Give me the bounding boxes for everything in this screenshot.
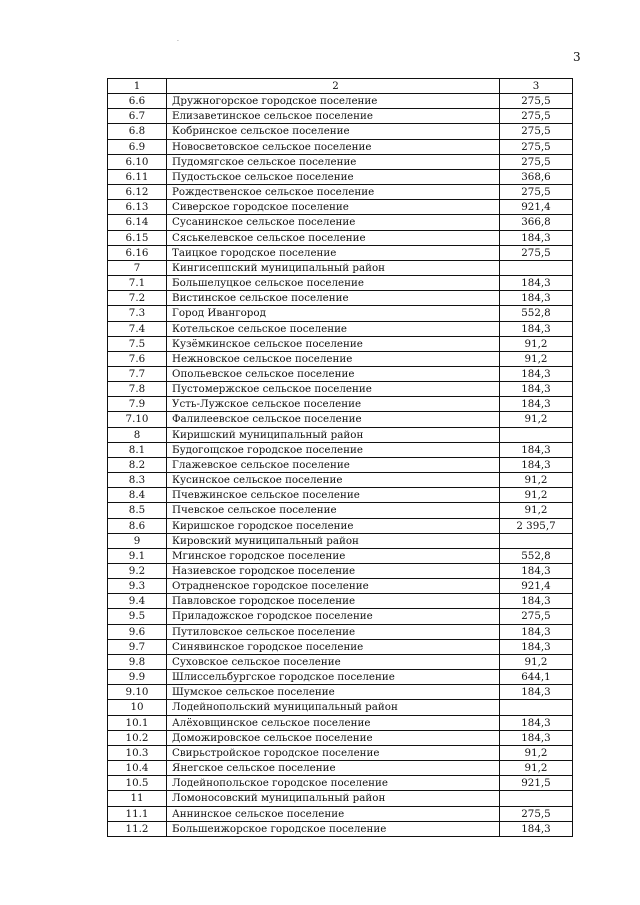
- row-number-cell: 10.3: [108, 745, 167, 760]
- row-number-cell: 6.12: [108, 185, 167, 200]
- table-row: [108, 473, 573, 488]
- table-row: [108, 806, 573, 821]
- settlement-name-cell: Пустомержское сельское поселение: [167, 382, 500, 397]
- amount-cell: 91,2: [500, 761, 573, 776]
- amount-cell: 275,5: [500, 806, 573, 821]
- row-number-cell: 6.14: [108, 215, 167, 230]
- settlement-name-cell: Пчевское сельское поселение: [167, 503, 500, 518]
- settlement-name-cell: Киришский муниципальный район: [167, 427, 500, 442]
- amount-cell: 552,8: [500, 306, 573, 321]
- amount-cell: 184,3: [500, 397, 573, 412]
- row-number-cell: 10: [108, 700, 167, 715]
- table-row: [108, 291, 573, 306]
- table-row: [108, 154, 573, 169]
- amount-cell: 184,3: [500, 821, 573, 836]
- table-body: [108, 79, 573, 837]
- table-row: [108, 351, 573, 366]
- row-number-cell: 7.3: [108, 306, 167, 321]
- table-row: [108, 427, 573, 442]
- header-col-1: 1: [108, 79, 167, 94]
- settlement-name-cell: Усть-Лужское сельское поселение: [167, 397, 500, 412]
- settlement-name-cell: Доможировское сельское поселение: [167, 730, 500, 745]
- table-row: [108, 200, 573, 215]
- table-row: [108, 94, 573, 109]
- row-number-cell: 8.2: [108, 457, 167, 472]
- settlement-name-cell: Шлиссельбургское городское поселение: [167, 670, 500, 685]
- amount-cell: 275,5: [500, 124, 573, 139]
- table-row: [108, 245, 573, 260]
- row-number-cell: 6.8: [108, 124, 167, 139]
- table-row: [108, 321, 573, 336]
- table-row: [108, 639, 573, 654]
- row-number-cell: 8.6: [108, 518, 167, 533]
- row-number-cell: 10.4: [108, 761, 167, 776]
- row-number-cell: 9.6: [108, 624, 167, 639]
- settlement-name-cell: Пудостьское сельское поселение: [167, 169, 500, 184]
- table-row: [108, 366, 573, 381]
- row-number-cell: 8.4: [108, 488, 167, 503]
- row-number-cell: 10.1: [108, 715, 167, 730]
- table-row: [108, 685, 573, 700]
- table-row: [108, 821, 573, 836]
- row-number-cell: 7.5: [108, 336, 167, 351]
- amount-cell: 275,5: [500, 185, 573, 200]
- amount-cell: [500, 533, 573, 548]
- table-row: [108, 276, 573, 291]
- row-number-cell: 7: [108, 260, 167, 275]
- table-row: [108, 109, 573, 124]
- row-number-cell: 9.7: [108, 639, 167, 654]
- header-col-3: 3: [500, 79, 573, 94]
- amount-cell: 91,2: [500, 351, 573, 366]
- amount-cell: 366,8: [500, 215, 573, 230]
- row-number-cell: 11: [108, 791, 167, 806]
- row-number-cell: 6.10: [108, 154, 167, 169]
- settlement-name-cell: Глажевское сельское поселение: [167, 457, 500, 472]
- table-row: [108, 776, 573, 791]
- amount-cell: 184,3: [500, 366, 573, 381]
- settlement-name-cell: Сяськелевское сельское поселение: [167, 230, 500, 245]
- settlement-name-cell: Пчевжинское сельское поселение: [167, 488, 500, 503]
- amount-cell: 184,3: [500, 276, 573, 291]
- settlement-name-cell: Большелуцкое сельское поселение: [167, 276, 500, 291]
- row-number-cell: 9.3: [108, 579, 167, 594]
- amount-cell: 275,5: [500, 94, 573, 109]
- amount-cell: 184,3: [500, 564, 573, 579]
- row-number-cell: 6.9: [108, 139, 167, 154]
- row-number-cell: 8.3: [108, 473, 167, 488]
- settlement-name-cell: Назиевское городское поселение: [167, 564, 500, 579]
- settlement-name-cell: Таицкое городское поселение: [167, 245, 500, 260]
- settlement-name-cell: Суховское сельское поселение: [167, 654, 500, 669]
- settlement-name-cell: Елизаветинское сельское поселение: [167, 109, 500, 124]
- row-number-cell: 8.1: [108, 442, 167, 457]
- row-number-cell: 9.2: [108, 564, 167, 579]
- settlement-name-cell: Аннинское сельское поселение: [167, 806, 500, 821]
- row-number-cell: 8.5: [108, 503, 167, 518]
- row-number-cell: 6.13: [108, 200, 167, 215]
- table-row: [108, 624, 573, 639]
- amount-cell: 184,3: [500, 442, 573, 457]
- amount-cell: 91,2: [500, 412, 573, 427]
- settlement-name-cell: Лодейнопольское городское поселение: [167, 776, 500, 791]
- row-number-cell: 9: [108, 533, 167, 548]
- amount-cell: 2 395,7: [500, 518, 573, 533]
- amount-cell: 275,5: [500, 245, 573, 260]
- settlement-name-cell: Янегское сельское поселение: [167, 761, 500, 776]
- settlement-name-cell: Котельское сельское поселение: [167, 321, 500, 336]
- settlement-name-cell: Кингисеппский муниципальный район: [167, 260, 500, 275]
- table-header-row: [108, 79, 573, 94]
- table-row: [108, 397, 573, 412]
- table-row: [108, 730, 573, 745]
- row-number-cell: 9.8: [108, 654, 167, 669]
- settlement-name-cell: Лодейнопольский муниципальный район: [167, 700, 500, 715]
- amount-cell: 552,8: [500, 548, 573, 563]
- settlement-name-cell: Кировский муниципальный район: [167, 533, 500, 548]
- table-row: [108, 260, 573, 275]
- row-number-cell: 7.8: [108, 382, 167, 397]
- row-number-cell: 7.6: [108, 351, 167, 366]
- table-row: [108, 169, 573, 184]
- table-row: [108, 306, 573, 321]
- settlement-name-cell: Синявинское городское поселение: [167, 639, 500, 654]
- table-row: [108, 518, 573, 533]
- row-number-cell: 7.4: [108, 321, 167, 336]
- table-row: [108, 715, 573, 730]
- amount-cell: 184,3: [500, 594, 573, 609]
- amount-cell: 184,3: [500, 715, 573, 730]
- row-number-cell: 7.1: [108, 276, 167, 291]
- settlement-name-cell: Дружногорское городское поселение: [167, 94, 500, 109]
- table-row: [108, 670, 573, 685]
- settlement-name-cell: Новосветовское сельское поселение: [167, 139, 500, 154]
- amount-cell: 184,3: [500, 685, 573, 700]
- table-row: [108, 412, 573, 427]
- amount-cell: 91,2: [500, 473, 573, 488]
- amount-cell: 184,3: [500, 624, 573, 639]
- row-number-cell: 7.10: [108, 412, 167, 427]
- table-row: [108, 503, 573, 518]
- settlement-name-cell: Кузёмкинское сельское поселение: [167, 336, 500, 351]
- amount-cell: 275,5: [500, 139, 573, 154]
- amount-cell: 184,3: [500, 457, 573, 472]
- settlement-name-cell: Большеижорское городское поселение: [167, 821, 500, 836]
- row-number-cell: 6.7: [108, 109, 167, 124]
- amount-cell: 184,3: [500, 321, 573, 336]
- amount-cell: 275,5: [500, 154, 573, 169]
- table-row: [108, 564, 573, 579]
- amount-cell: [500, 791, 573, 806]
- table-row: [108, 745, 573, 760]
- row-number-cell: 6.15: [108, 230, 167, 245]
- table-row: [108, 457, 573, 472]
- row-number-cell: 9.9: [108, 670, 167, 685]
- settlement-name-cell: Будогощское городское поселение: [167, 442, 500, 457]
- row-number-cell: 9.10: [108, 685, 167, 700]
- table-row: [108, 609, 573, 624]
- table-row: [108, 548, 573, 563]
- settlement-name-cell: Путиловское сельское поселение: [167, 624, 500, 639]
- settlement-name-cell: Опольевское сельское поселение: [167, 366, 500, 381]
- settlement-name-cell: Город Ивангород: [167, 306, 500, 321]
- amount-cell: [500, 427, 573, 442]
- amount-cell: 91,2: [500, 503, 573, 518]
- amount-cell: 921,4: [500, 200, 573, 215]
- settlement-name-cell: Мгинское городское поселение: [167, 548, 500, 563]
- row-number-cell: 6.6: [108, 94, 167, 109]
- amount-cell: 184,3: [500, 291, 573, 306]
- amount-cell: 275,5: [500, 109, 573, 124]
- settlement-name-cell: Кобринское сельское поселение: [167, 124, 500, 139]
- settlement-name-cell: Шумское сельское поселение: [167, 685, 500, 700]
- row-number-cell: 11.1: [108, 806, 167, 821]
- amount-cell: [500, 260, 573, 275]
- table-row: [108, 579, 573, 594]
- settlement-name-cell: Нежновское сельское поселение: [167, 351, 500, 366]
- amount-cell: 91,2: [500, 654, 573, 669]
- settlement-name-cell: Сусанинское сельское поселение: [167, 215, 500, 230]
- table-row: [108, 700, 573, 715]
- amount-cell: [500, 700, 573, 715]
- settlement-name-cell: Приладожское городское поселение: [167, 609, 500, 624]
- row-number-cell: 6.11: [108, 169, 167, 184]
- amount-cell: 91,2: [500, 745, 573, 760]
- settlement-name-cell: Павловское городское поселение: [167, 594, 500, 609]
- table-row: [108, 442, 573, 457]
- settlement-name-cell: Рождественское сельское поселение: [167, 185, 500, 200]
- settlement-name-cell: Отрадненское городское поселение: [167, 579, 500, 594]
- table-row: [108, 533, 573, 548]
- row-number-cell: 10.2: [108, 730, 167, 745]
- settlement-name-cell: Сиверское городское поселение: [167, 200, 500, 215]
- amount-cell: 368,6: [500, 169, 573, 184]
- table-row: [108, 215, 573, 230]
- page-number: 3: [573, 50, 581, 64]
- table-row: [108, 594, 573, 609]
- row-number-cell: 9.1: [108, 548, 167, 563]
- row-number-cell: 7.2: [108, 291, 167, 306]
- table-row: [108, 139, 573, 154]
- settlement-name-cell: Алёховщинское сельское поселение: [167, 715, 500, 730]
- settlement-name-cell: Ломоносовский муниципальный район: [167, 791, 500, 806]
- table-row: [108, 124, 573, 139]
- amount-cell: 921,4: [500, 579, 573, 594]
- row-number-cell: 9.4: [108, 594, 167, 609]
- row-number-cell: 6.16: [108, 245, 167, 260]
- table-row: [108, 654, 573, 669]
- scan-speck: ·: [177, 38, 179, 45]
- row-number-cell: 11.2: [108, 821, 167, 836]
- row-number-cell: 7.9: [108, 397, 167, 412]
- row-number-cell: 9.5: [108, 609, 167, 624]
- settlement-name-cell: Кусинское сельское поселение: [167, 473, 500, 488]
- settlement-name-cell: Пудомягское сельское поселение: [167, 154, 500, 169]
- amount-cell: 275,5: [500, 609, 573, 624]
- table-row: [108, 185, 573, 200]
- allocation-table: [107, 78, 573, 837]
- amount-cell: 921,5: [500, 776, 573, 791]
- amount-cell: 184,3: [500, 639, 573, 654]
- amount-cell: 91,2: [500, 488, 573, 503]
- table-row: [108, 488, 573, 503]
- table-row: [108, 230, 573, 245]
- header-col-2: 2: [167, 79, 500, 94]
- table-row: [108, 761, 573, 776]
- table-row: [108, 791, 573, 806]
- table-row: [108, 382, 573, 397]
- amount-cell: 184,3: [500, 730, 573, 745]
- table-row: [108, 336, 573, 351]
- settlement-name-cell: Фалилеевское сельское поселение: [167, 412, 500, 427]
- amount-cell: 184,3: [500, 230, 573, 245]
- settlement-name-cell: Вистинское сельское поселение: [167, 291, 500, 306]
- settlement-name-cell: Киришское городское поселение: [167, 518, 500, 533]
- amount-cell: 91,2: [500, 336, 573, 351]
- row-number-cell: 7.7: [108, 366, 167, 381]
- amount-cell: 644,1: [500, 670, 573, 685]
- amount-cell: 184,3: [500, 382, 573, 397]
- settlement-name-cell: Свирьстройское городское поселение: [167, 745, 500, 760]
- row-number-cell: 8: [108, 427, 167, 442]
- row-number-cell: 10.5: [108, 776, 167, 791]
